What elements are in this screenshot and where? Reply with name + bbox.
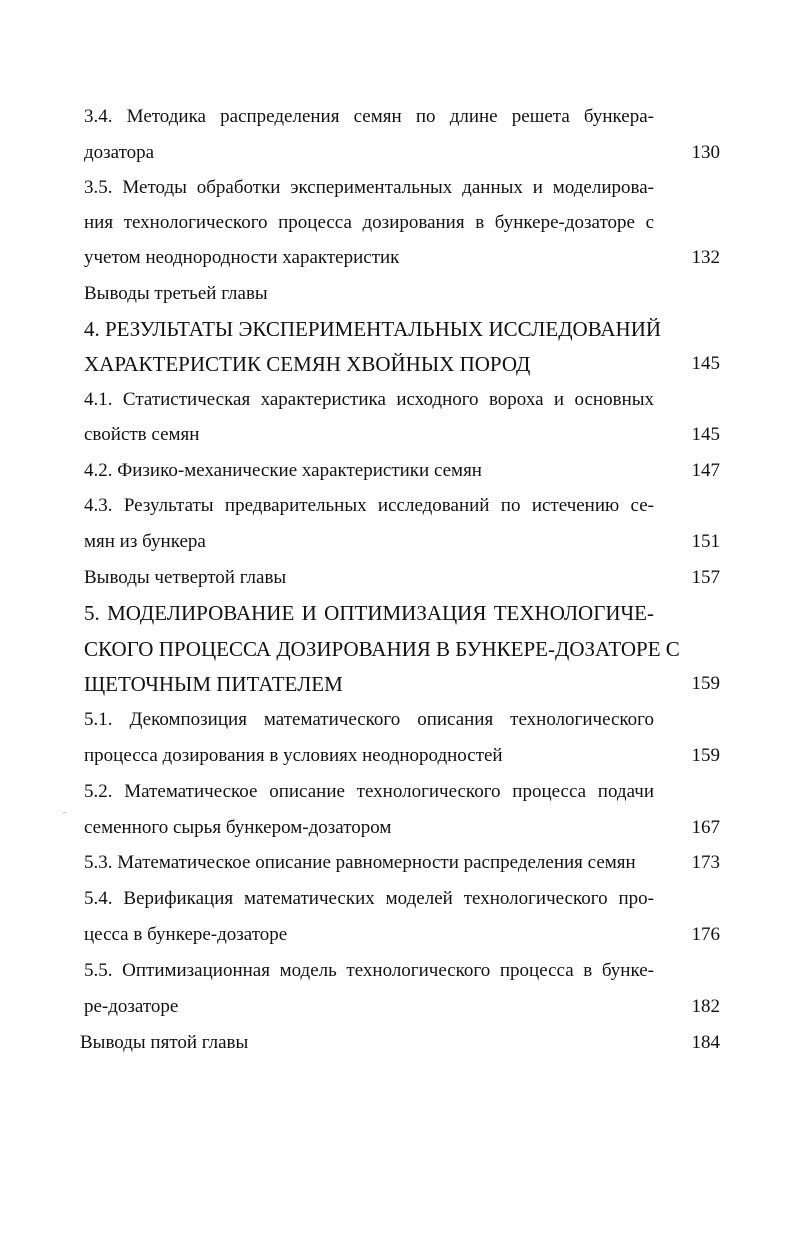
toc-page-number: 157	[691, 567, 720, 588]
toc-line: ре-дозаторе	[84, 996, 179, 1017]
toc-page-number: 151	[691, 531, 720, 552]
toc-chapter-heading: ХАРАКТЕРИСТИК СЕМЯН ХВОЙНЫХ ПОРОД	[84, 352, 531, 376]
toc-page-number: 184	[691, 1032, 720, 1053]
toc-page-number: 147	[691, 460, 720, 481]
toc-line: 4.3. Результаты предварительных исследований по истечению се-	[84, 495, 654, 516]
toc-page-number: 130	[691, 142, 720, 163]
toc-line: дозатора	[84, 142, 155, 163]
toc-page-number: 173	[691, 852, 720, 873]
toc-line: цесса в бункере-дозаторе	[84, 924, 288, 945]
scan-speck	[63, 812, 66, 813]
toc-line: 3.5. Методы обработки экспериментальных данных и моделирова-	[84, 177, 654, 198]
toc-line: учетом неоднородности характеристик	[84, 247, 400, 268]
toc-page-number: 159	[691, 745, 720, 766]
toc-line: 4.2. Физико-механические характеристики семян	[84, 460, 482, 481]
toc-chapter-heading: 4. РЕЗУЛЬТАТЫ ЭКСПЕРИМЕНТАЛЬНЫХ ИССЛЕДОВАНИЙ	[84, 317, 662, 341]
toc-page-number: 176	[691, 924, 720, 945]
toc-page-number: 159	[691, 673, 720, 694]
toc-line: семенного сырья бункером-дозатором	[84, 817, 392, 838]
toc-line: 5.4. Верификация математических моделей технологического про-	[84, 888, 654, 909]
toc-line: 5.3. Математическое описание равномерности распределения семян	[84, 852, 636, 873]
toc-page-number: 132	[691, 247, 720, 268]
toc-page-number: 167	[691, 817, 720, 838]
toc-line: 4.1. Статистическая характеристика исходного вороха и основных	[84, 389, 654, 410]
toc-line: 5.1. Декомпозиция математического описания технологического	[84, 709, 654, 730]
toc-line: Выводы четвертой главы	[84, 567, 287, 588]
toc-chapter-heading: ЩЕТОЧНЫМ ПИТАТЕЛЕМ	[84, 672, 343, 696]
toc-line: мян из бункера	[84, 531, 206, 552]
toc-line: Выводы третьей главы	[84, 283, 268, 304]
toc-line: процесса дозирования в условиях неоднородностей	[84, 745, 503, 766]
toc-chapter-heading: СКОГО ПРОЦЕССА ДОЗИРОВАНИЯ В БУНКЕРЕ-ДОЗАТОРЕ С	[84, 637, 680, 661]
toc-page-number: 145	[691, 424, 720, 445]
toc-chapter-heading: 5. МОДЕЛИРОВАНИЕ И ОПТИМИЗАЦИЯ ТЕХНОЛОГИЧЕ-	[84, 601, 654, 625]
toc-line: 5.2. Математическое описание технологического процесса подачи	[84, 781, 654, 802]
toc-line: свойств семян	[84, 424, 200, 445]
toc-page-number: 145	[691, 353, 720, 374]
toc-page-number: 182	[691, 996, 720, 1017]
toc-line: 3.4. Методика распределения семян по длине решета бункера-	[84, 106, 654, 127]
toc-line: Выводы пятой главы	[80, 1032, 249, 1053]
toc-line: ния технологического процесса дозирования в бункере-дозаторе с	[84, 212, 654, 233]
toc-line: 5.5. Оптимизационная модель технологического процесса в бунке-	[84, 960, 654, 981]
